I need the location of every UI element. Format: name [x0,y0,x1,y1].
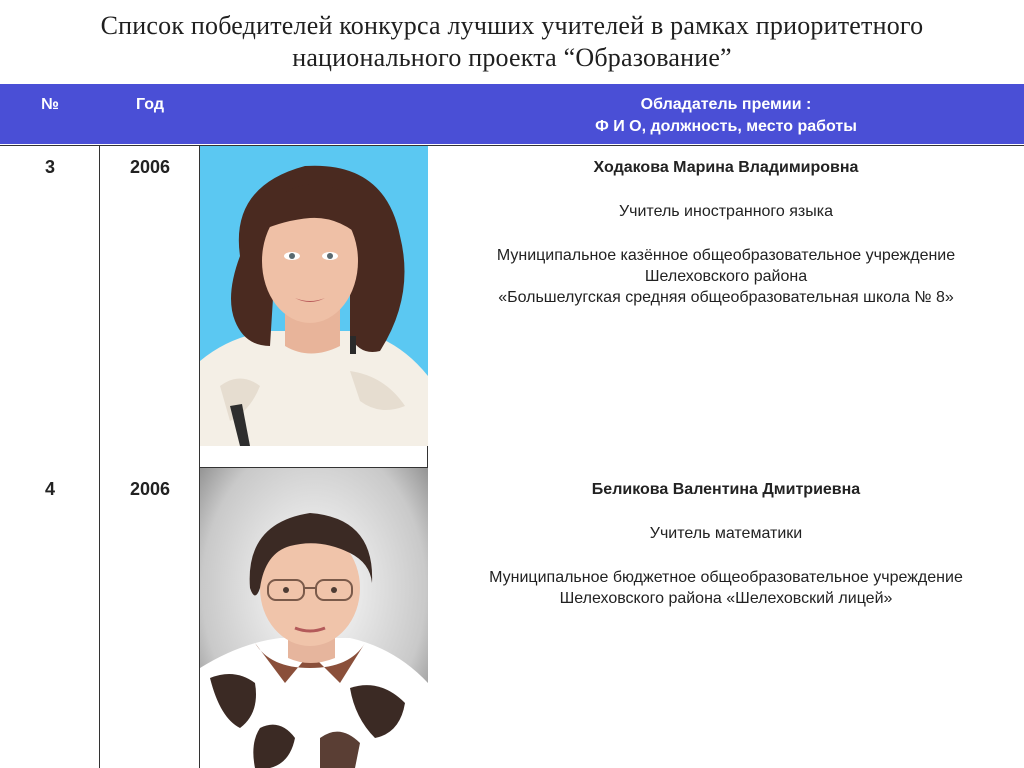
page-title-line-2: национального проекта “Образование” [292,43,732,72]
row-1-photo [200,146,428,446]
row-1-number: 3 [44,157,55,177]
row-2-year: 2006 [129,479,171,499]
row-1-name: Ходакова Марина Владимировна [593,159,859,176]
header-owner [428,94,1024,138]
row-2-workplace: Муниципальное бюджетное общеобразовательное учреждение Шелеховского района «Шелеховский лицей» [489,569,963,607]
header-number: № [41,96,59,113]
portrait-image [200,146,428,446]
header-owner-line-2: Ф И О, должность, место работы [595,118,857,135]
row-2-position: Учитель математики [649,525,803,542]
page-title-line-1: Список победителей конкурса лучших учителей в рамках приоритетного [100,11,924,40]
header-owner-line-1: Обладатель премии : [640,96,812,113]
column-divider-1 [99,145,100,768]
page-title [0,10,1024,74]
photo-gap [200,446,427,468]
row-2-photo [200,468,428,768]
row-1-info [428,157,1024,308]
table-header [0,84,1024,144]
row-2-info [428,479,1024,609]
row-1-year: 2006 [129,157,171,177]
row-1-workplace: Муниципальное казённое общеобразовательное учреждение Шелеховского района «Большелугская средняя общеобразовательная школа № 8» [496,247,956,306]
row-2-number: 4 [44,479,55,499]
row-2-name: Беликова Валентина Дмитриевна [591,481,861,498]
row-1-position: Учитель иностранного языка [618,203,833,220]
portrait-image [200,468,428,768]
table-top-border [0,145,1024,146]
header-year: Год [136,96,164,113]
